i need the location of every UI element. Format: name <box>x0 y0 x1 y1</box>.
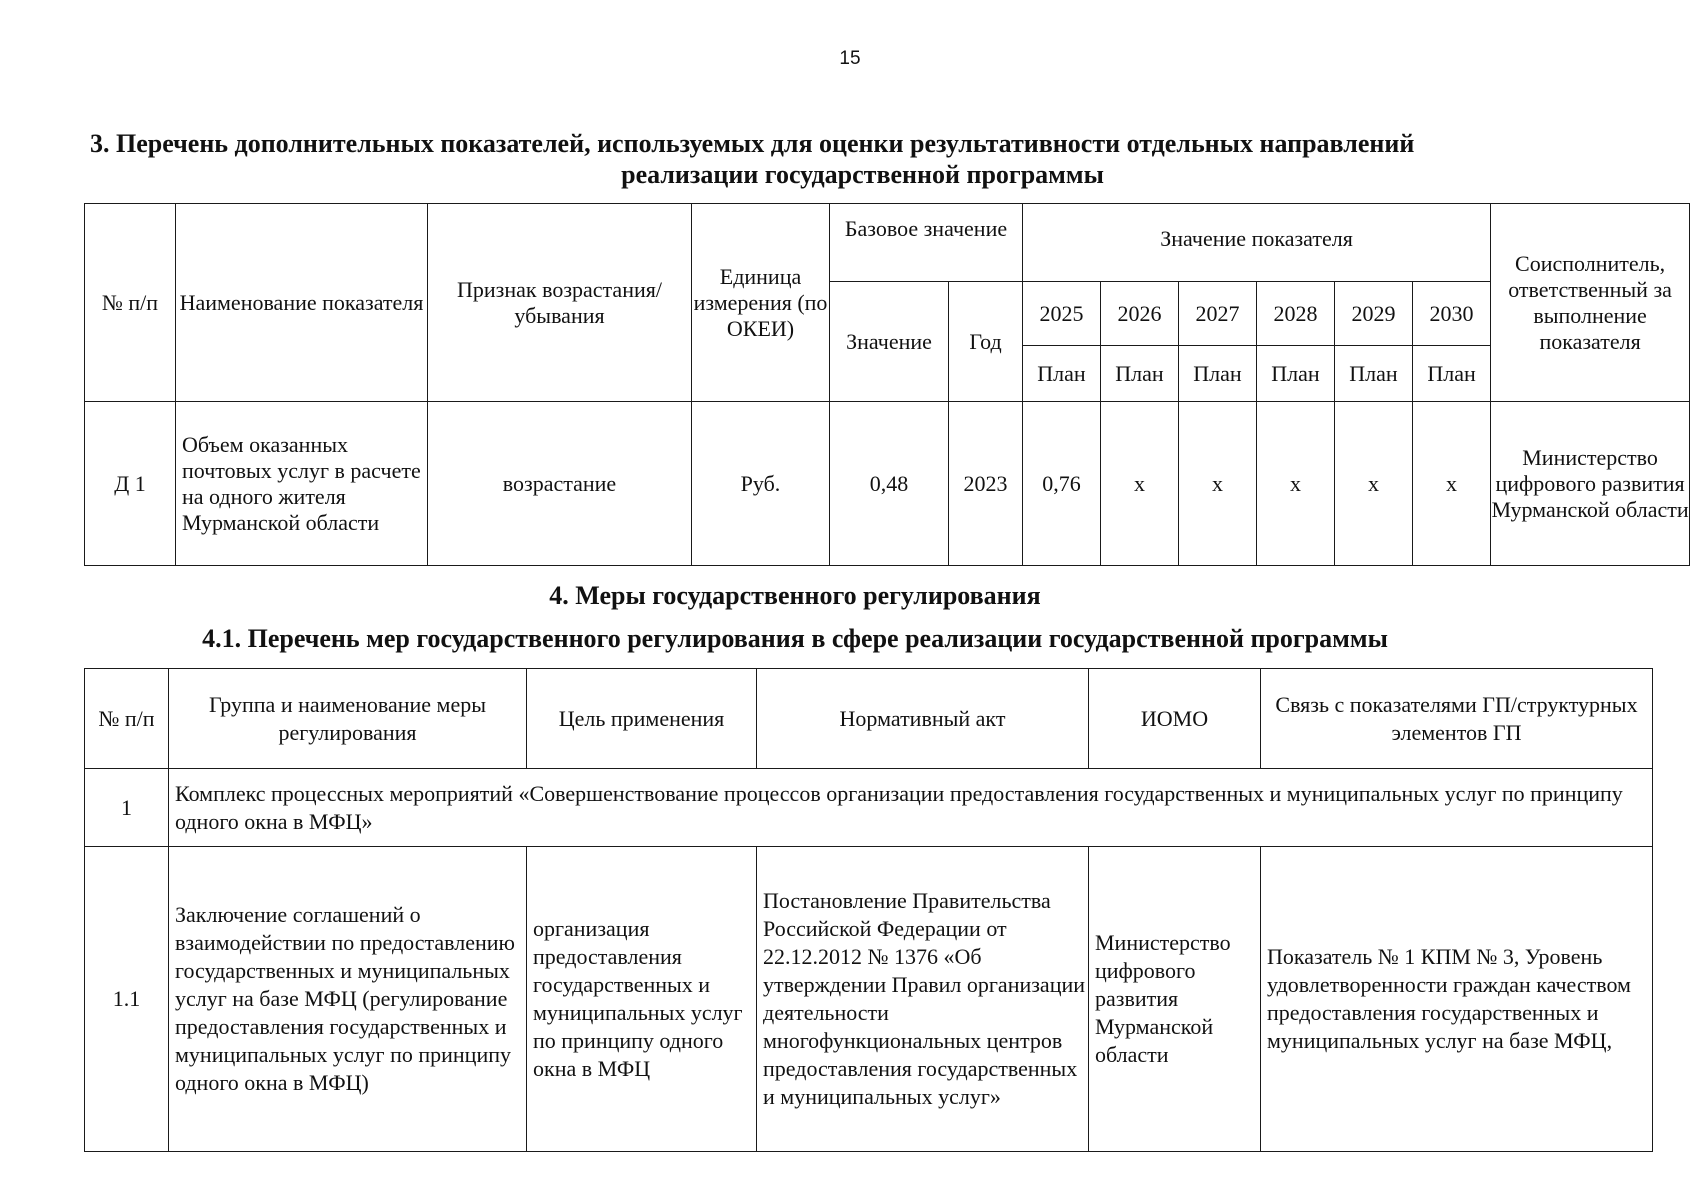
page-number: 15 <box>839 48 861 69</box>
table-row <box>85 402 1690 566</box>
section3-title-line1: 3. Перечень дополнительных показателей, используемых для оценки результативности отдельных направлений <box>90 129 1415 158</box>
header-trend: Признак возрастания/убывания <box>428 204 692 402</box>
cell-trend: возрастание <box>428 402 692 566</box>
regulation-measures-table <box>84 668 1653 1152</box>
header-iomo: ИОМО <box>1089 669 1261 769</box>
cell-num: 1 <box>85 769 169 847</box>
header-name: Наименование показателя <box>176 204 428 402</box>
header-num: № п/п <box>85 669 169 769</box>
cell-value: 0,76 <box>1023 402 1101 566</box>
section3-title-line2: реализации государственной программы <box>621 160 1104 189</box>
header-plan: План <box>1023 346 1101 402</box>
cell-base-year: 2023 <box>949 402 1023 566</box>
cell-num: Д 1 <box>85 402 176 566</box>
header-unit: Единица измерения (по ОКЕИ) <box>692 204 830 402</box>
header-base-value: Значение <box>830 282 949 402</box>
header-plan: План <box>1413 346 1491 402</box>
cell-iomo: Министерство цифрового развития Мурманской области <box>1089 847 1261 1152</box>
cell-act: Постановление Правительства Российской Федерации от 22.12.2012 № 1376 «Об утверждении Правил организации деятельности многофункциональных центров предоставления государственных и муниципальных услуг» <box>757 847 1089 1152</box>
cell-value: х <box>1413 402 1491 566</box>
header-goal: Цель применения <box>527 669 757 769</box>
header-plan: План <box>1335 346 1413 402</box>
section41-title: 4.1. Перечень мер государственного регулирования в сфере реализации государственной программы <box>202 624 1388 653</box>
header-year: 2026 <box>1101 282 1179 346</box>
cell-group-title: Комплекс процессных мероприятий «Совершенствование процессов организации предоставления государственных и муниципальных услуг по принципу одного окна в МФЦ» <box>169 769 1653 847</box>
header-base-year: Год <box>949 282 1023 402</box>
cell-value: х <box>1101 402 1179 566</box>
header-link: Связь с показателями ГП/структурных элементов ГП <box>1261 669 1653 769</box>
header-num: № п/п <box>85 204 176 402</box>
header-year: 2025 <box>1023 282 1101 346</box>
header-year: 2027 <box>1179 282 1257 346</box>
header-year: 2029 <box>1335 282 1413 346</box>
section4-title: 4. Меры государственного регулирования <box>549 581 1041 610</box>
cell-responsible: Министерство цифрового развития Мурманской области <box>1491 402 1690 566</box>
cell-value: х <box>1179 402 1257 566</box>
header-plan: План <box>1101 346 1179 402</box>
header-act: Нормативный акт <box>757 669 1089 769</box>
cell-group: Заключение соглашений о взаимодействии по предоставлению государственных и муниципальных услуг на базе МФЦ (регулирование предоставления государственных и муниципальных услуг по принципу одного окна в МФЦ) <box>169 847 527 1152</box>
cell-link: Показатель № 1 КПМ № 3, Уровень удовлетворенности граждан качеством предоставления государственных и муниципальных услуг на базе МФЦ, <box>1261 847 1653 1152</box>
header-indicator-values: Значение показателя <box>1023 204 1491 282</box>
cell-unit: Руб. <box>692 402 830 566</box>
header-plan: План <box>1179 346 1257 402</box>
header-base: Базовое значение <box>830 204 1023 282</box>
section3-title <box>90 128 1680 190</box>
header-year: 2028 <box>1257 282 1335 346</box>
header-responsible: Соисполнитель, ответственный за выполнение показателя <box>1491 204 1690 402</box>
cell-value: х <box>1335 402 1413 566</box>
header-year: 2030 <box>1413 282 1491 346</box>
cell-base-value: 0,48 <box>830 402 949 566</box>
additional-indicators-table <box>84 203 1690 566</box>
table-row <box>85 769 1653 847</box>
cell-num: 1.1 <box>85 847 169 1152</box>
table-row <box>85 847 1653 1152</box>
cell-goal: организация предоставления государственных и муниципальных услуг по принципу одного окна в МФЦ <box>527 847 757 1152</box>
cell-value: х <box>1257 402 1335 566</box>
header-group: Группа и наименование меры регулирования <box>169 669 527 769</box>
cell-name: Объем оказанных почтовых услуг в расчете на одного жителя Мурманской области <box>176 402 428 566</box>
header-plan: План <box>1257 346 1335 402</box>
